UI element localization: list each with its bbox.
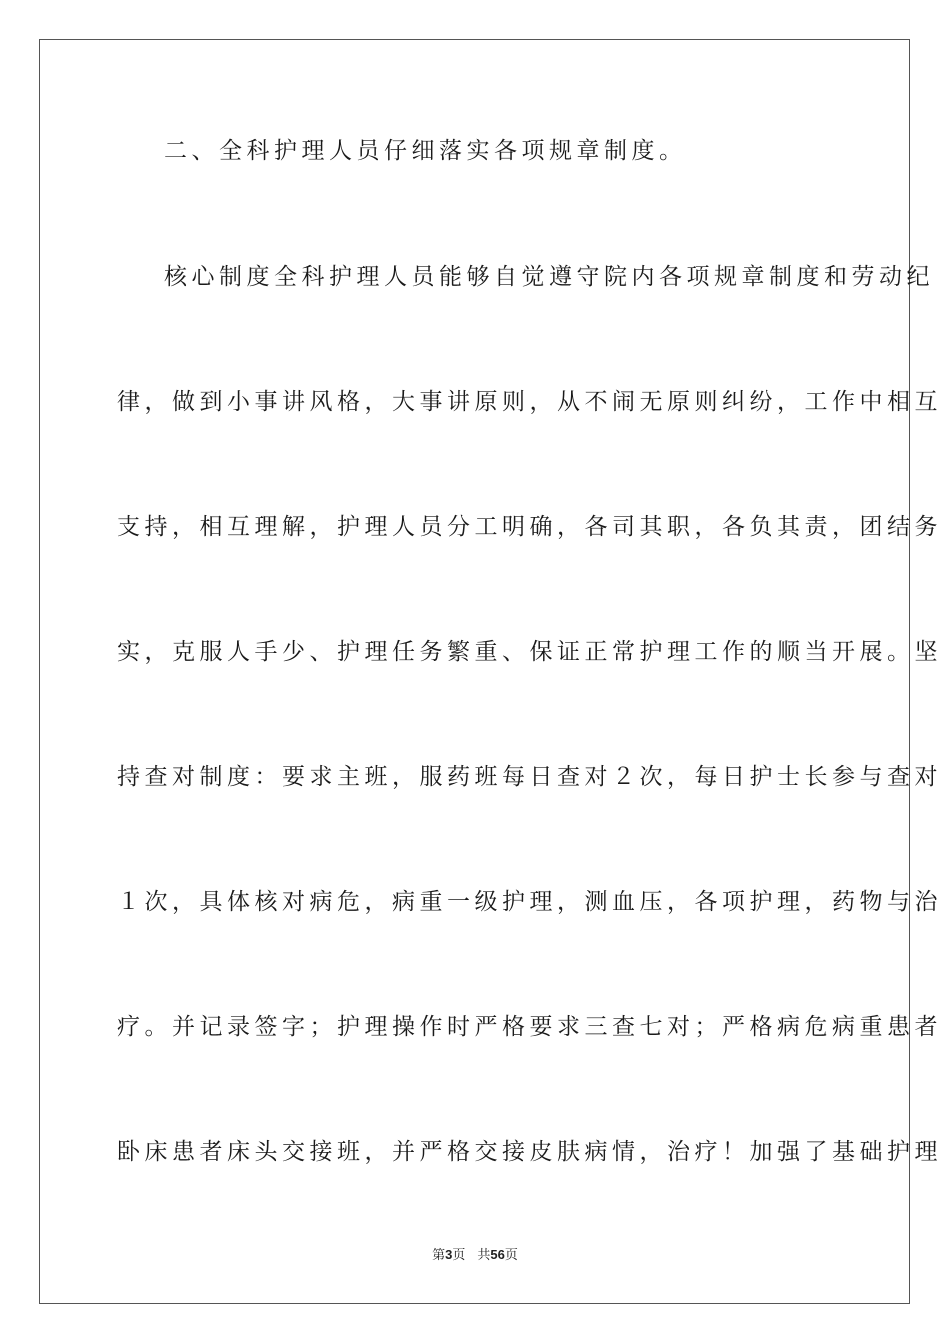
body-line-4: 实，克服人手少、护理任务繁重、保证正常护理工作的顺当开展。坚 bbox=[117, 639, 942, 665]
total-pages: 56 bbox=[490, 1247, 505, 1262]
body-line-8: 卧床患者床头交接班，并严格交接皮肤病情，治疗！加强了基础护理 bbox=[117, 1139, 942, 1165]
page-frame bbox=[39, 39, 942, 1304]
body-line-5: 持查对制度：要求主班，服药班每日查对２次，每日护士长参与查对 bbox=[117, 764, 942, 790]
body-line-6: １次，具体核对病危，病重一级护理，测血压，各项护理，药物与治 bbox=[117, 889, 942, 915]
page-prefix: 第 bbox=[432, 1248, 446, 1263]
body-line-1: 核心制度全科护理人员能够自觉遵守院内各项规章制度和劳动纪 bbox=[164, 264, 934, 290]
total-suffix: 页 bbox=[504, 1248, 518, 1263]
body-line-7: 疗。并记录签字；护理操作时严格要求三查七对；严格病危病重患者 bbox=[117, 1014, 942, 1040]
page-number: 3 bbox=[445, 1247, 453, 1262]
body-line-2: 律，做到小事讲风格，大事讲原则，从不闹无原则纠纷，工作中相互 bbox=[117, 389, 942, 415]
page-suffix: 页 bbox=[452, 1248, 466, 1263]
body-line-3: 支持，相互理解，护理人员分工明确，各司其职，各负其责，团结务 bbox=[117, 514, 942, 540]
total-prefix: 共 bbox=[477, 1248, 491, 1263]
page-footer bbox=[0, 1246, 950, 1265]
heading-line: 二、全科护理人员仔细落实各项规章制度。 bbox=[164, 138, 687, 164]
